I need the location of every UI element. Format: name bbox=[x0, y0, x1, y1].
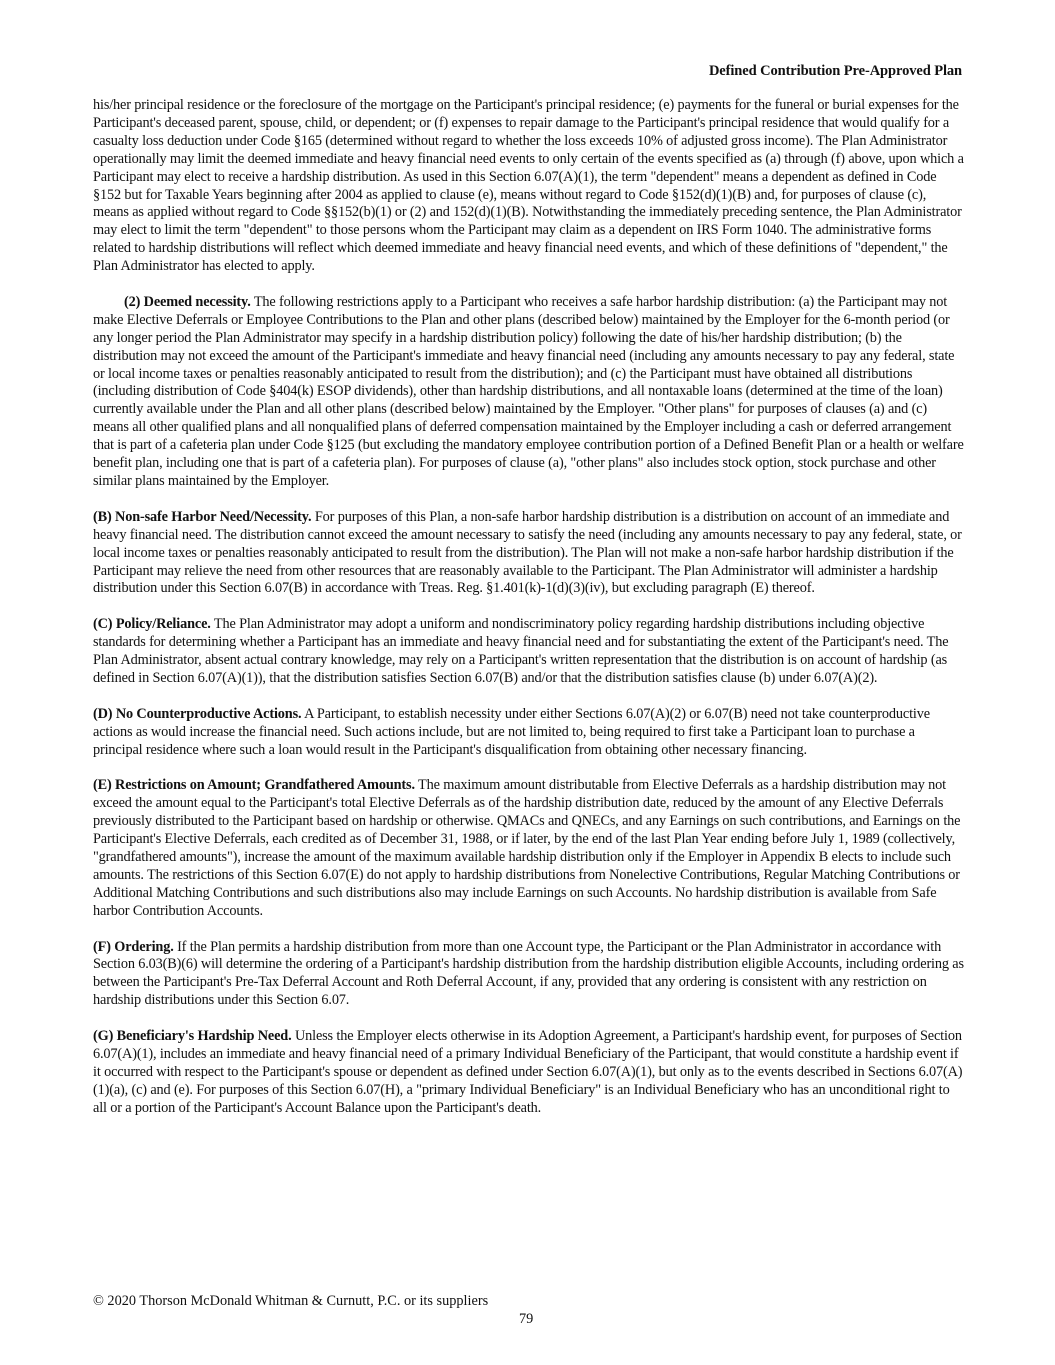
paragraph-text: The Plan Administrator may adopt a uniform and nondiscriminatory policy regarding hardship distributions including objective standards for determining whether a Participant has an immediate and heavy financial need and for substantiating the extent of the Participant's need. The Plan Administrator, absent actual contrary knowledge, may rely on a Participant's written representation that the distribution is on account of hardship (as defined in Section 6.07(A)(1)), that the distribution satisfies Section 6.07(B) and/or that the distribution satisfies clause (b) under 6.07(A)(2). bbox=[93, 616, 949, 686]
paragraph-heading: (B) Non-safe Harbor Need/Necessity. bbox=[93, 508, 312, 525]
paragraph-heading: (2) Deemed necessity. bbox=[124, 293, 251, 310]
paragraph-heading: (E) Restrictions on Amount; Grandfathered Amounts. bbox=[93, 777, 415, 794]
paragraph-text: A Participant, to establish necessity under either Sections 6.07(A)(2) or 6.07(B) need not take counterproductive actions as would increase the financial need. Such actions include, but are not limited to, being required to first take a Participant loan to purchase a principal residence where such a loan would result in the Participant's disqualification from obtaining other necessary financing. bbox=[93, 705, 930, 758]
running-header: Defined Contribution Pre-Approved Plan bbox=[708, 63, 962, 79]
paragraph-policy-reliance bbox=[93, 616, 965, 688]
paragraph-restrictions-amount bbox=[93, 777, 965, 920]
footer-copyright: © 2020 Thorson McDonald Whitman & Curnutt, P.C. or its suppliers bbox=[93, 1293, 489, 1309]
paragraph-heading: (D) No Counterproductive Actions. bbox=[93, 705, 302, 722]
paragraph-text: his/her principal residence or the foreclosure of the mortgage on the Participant's principal residence; (e) payments for the funeral or burial expenses for the Participant's deceased parent, spouse, child, or dependent; or (f) expenses to repair damage to the Participant's principal residence that would qualify for a casualty loss deduction under Code §165 (determined without regard to whether the loss exceeds 10% of adjusted gross income). The Plan Administrator operationally may limit the deemed immediate and heavy financial need events to only certain of the events specified as (a) through (f) above, upon which a Participant may elect to receive a hardship distribution. As used in this Section 6.07(A)(1), the term "dependent" means a dependent as defined in Code §152 but for Taxable Years beginning after 2004 as applied to clause (e), means without regard to Code §152(d)(1)(B) and, for purposes of clause (c), means as applied without regard to Code §§152(b)(1) or (2) and 152(d)(1)(B). Notwithstanding the immediately preceding sentence, the Plan Administrator may elect to limit the term "dependent" to those persons whom the Participant may claim as a dependent on IRS Form 1040. The administrative forms related to hardship distributions will reflect which deemed immediate and heavy financial need events, and which of these definitions of "dependent," the Plan Administrator has elected to apply. bbox=[93, 97, 964, 275]
paragraph-text: Unless the Employer elects otherwise in its Adoption Agreement, a Participant's hardship event, for purposes of Section 6.07(A)(1), includes an immediate and heavy financial need of a primary Individual Beneficiary of the Participant, that would constitute a hardship event if it occurred with respect to the Participant's spouse or dependent as defined under Section 6.07(A)(1), but only as to the events described in Sections 6.07(A)(1)(a), (c) and (e). For purposes of this Section 6.07(H), a "primary Individual Beneficiary" is an Individual Beneficiary who has an unconditional right to all or a portion of the Participant's Account Balance upon the Participant's death. bbox=[93, 1028, 963, 1116]
paragraph-text: For purposes of this Plan, a non-safe harbor hardship distribution is a distribution on account of an immediate and heavy financial need. The distribution cannot exceed the amount necessary to satisfy the need (including any amounts necessary to pay any federal, state, or local income taxes or penalties reasonably anticipated to result from the distribution). The Plan will not make a non-safe harbor hardship distribution if the Participant may relieve the need from other resources that are reasonably available to the Participant. The Plan Administrator will administer a hardship distribution under this Section 6.07(B) in accordance with Treas. Reg. §1.401(k)-1(d)(3)(iv), but excluding paragraph (E) thereof. bbox=[93, 508, 962, 597]
paragraph-continuation bbox=[93, 97, 965, 276]
paragraph-deemed-necessity bbox=[93, 294, 965, 491]
paragraph-text: The maximum amount distributable from Elective Deferrals as a hardship distribution may not exceed the amount equal to the Participant's total Elective Deferrals as of the hardship distribution date, reduced by the amount of any Elective Deferrals previously distributed to the Participant based on hardship or otherwise. QMACs and QNECs, and any Earnings on such contributions, and Earnings on the Participant's Elective Deferrals, each credited as of December 31, 1988, or if later, by the end of the last Plan Year ending before July 1, 1989 (collectively, "grandfathered amounts"), increase the amount of the maximum available hardship distribution only if the Employer in Appendix B elects to include such amounts. The restrictions of this Section 6.07(E) do not apply to hardship distributions from Nonelective Contributions, Regular Matching Contributions or Additional Matching Contributions and such distributions also may include Earnings on such Accounts. No hardship distribution is available from Safe harbor Contribution Accounts. bbox=[93, 777, 961, 919]
paragraph-non-safe-harbor bbox=[93, 509, 965, 599]
paragraph-no-counterproductive bbox=[93, 706, 965, 760]
paragraph-heading: (G) Beneficiary's Hardship Need. bbox=[93, 1028, 292, 1045]
page-number: 79 bbox=[519, 1311, 534, 1327]
document-body bbox=[93, 97, 965, 1135]
paragraph-text: The following restrictions apply to a Participant who receives a safe harbor hardship distribution: (a) the Participant may not make Elective Deferrals or Employee Contributions to the Plan and other plans (described below) maintained by the Employer for the 6-month period (or any longer period the Plan Administrator may specify in a hardship distribution policy) following the date of his/her hardship distribution; (b) the distribution may not exceed the amount of the Participant's immediate and heavy financial need (including any amounts necessary to pay any federal, state or local income taxes or penalties reasonably anticipated to result from the distribution); and (c) the Participant must have obtained all distributions (including distribution of Code §404(k) ESOP dividends), other than hardship distributions, and all nontaxable loans (determined at the time of the loan) currently available under the Plan and all other plans (described below) maintained by the Employer. "Other plans" for purposes of clauses (a) and (c) means all other qualified plans and all nonqualified plans of deferred compensation maintained by the Employer including a cash or deferred arrangement that is part of a cafeteria plan under Code §125 (but excluding the mandatory employee contribution portion of a Defined Benefit Plan or a health or welfare benefit plan, including one that is part of a cafeteria plan). For purposes of clause (a), "other plans" also includes stock option, stock purchase and other similar plans maintained by the Employer. bbox=[93, 293, 964, 490]
paragraph-text: If the Plan permits a hardship distribution from more than one Account type, the Participant or the Plan Administrator in accordance with Section 6.03(B)(6) will determine the ordering of a Participant's hardship distribution from the hardship distribution eligible Accounts, including ordering as between the Participant's Pre-Tax Deferral Account and Roth Deferral Account, if any, provided that any ordering is consistent with any restriction on hardship distributions under this Section 6.07. bbox=[93, 938, 964, 1009]
paragraph-beneficiary-hardship bbox=[93, 1028, 965, 1118]
paragraph-heading: (C) Policy/Reliance. bbox=[93, 616, 211, 633]
paragraph-ordering bbox=[93, 939, 965, 1011]
paragraph-heading: (F) Ordering. bbox=[93, 938, 174, 955]
